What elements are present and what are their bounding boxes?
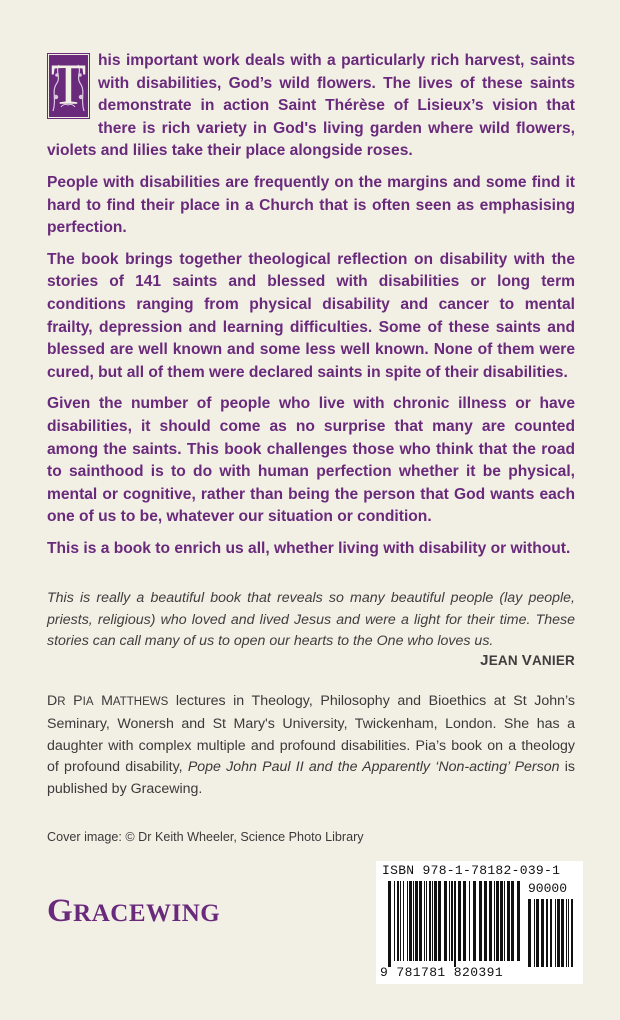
barcode-bar (397, 881, 399, 961)
barcode-bar (419, 881, 422, 961)
addon-bar (566, 899, 567, 967)
isbn-label: ISBN 978-1-78182-039-1 (382, 863, 561, 878)
barcode-bar (407, 881, 408, 961)
barcode-bar (511, 881, 514, 961)
addon-bar (536, 899, 539, 967)
barcode-bar (454, 881, 456, 967)
barcode-bar (388, 881, 391, 967)
barcode-bar (484, 881, 487, 961)
barcode-bar (449, 881, 450, 961)
cover-image-credit: Cover image: © Dr Keith Wheeler, Science Photo Library (47, 830, 364, 844)
addon-bar (546, 899, 548, 967)
barcode-bar (426, 881, 427, 961)
addon-bar (561, 899, 564, 967)
addon-bar (528, 899, 531, 967)
barcode-bar (424, 881, 425, 961)
ean-digits: 9 781781 820391 (380, 965, 504, 980)
blurb-paragraph-2: People with disabilities are frequently on the margins and some find it hard to find their place in a Church that is often seen as emphasising perfection. (47, 173, 575, 237)
barcode-bar (496, 881, 499, 961)
barcode-bar (473, 881, 476, 961)
publisher-logo: GRACEWING (47, 893, 221, 929)
dropcap-letter: T (50, 52, 87, 117)
barcode-bar (409, 881, 412, 961)
barcode-bar (507, 881, 510, 961)
price-code: 90000 (528, 881, 568, 896)
decorated-dropcap (47, 53, 90, 119)
barcode-bar (400, 881, 401, 961)
barcode-bar (432, 881, 433, 961)
back-cover-blurb (47, 50, 575, 569)
barcode-bar (429, 881, 431, 961)
addon-bar (557, 899, 560, 967)
bio-text-part2: is published by Gracewing. (47, 759, 575, 798)
endorsement-quote: This is really a beautiful book that reveals so many beautiful people (lay people, priests, religious) who loved and lived Jesus and were a light for their time. These stories can call many of us to open our hearts to the One who loves us. (47, 590, 575, 649)
blurb-paragraph-5: This is a book to enrich us all, whether living with disability or without. (47, 539, 571, 557)
addon-bar (534, 899, 535, 967)
barcode-bar (413, 881, 414, 961)
barcode-bar (394, 881, 395, 961)
blurb-paragraph-1-text: his important work deals with a particularly rich harvest, saints with disabilities, God’s wild flowers. The lives of these saints demonstrate in action Saint Thérèse of Lisieux’s vision that there is rich variety in God's living garden where wild flowers, violets and lilies take their place alongside roses. (47, 52, 575, 160)
barcode-bar (517, 881, 520, 961)
barcode-bar (444, 881, 447, 961)
addon-bar (541, 899, 544, 967)
addon-bar (550, 899, 552, 967)
barcode-bar (494, 881, 495, 961)
barcode-bar (469, 881, 470, 961)
barcode-bar (458, 881, 461, 961)
endorsement-author: JEAN VANIER (480, 652, 575, 669)
barcode-bar (451, 881, 453, 961)
bio-book-title: Pope John Paul II and the Apparently ‘Non-acting’ Person (187, 759, 560, 776)
barcode-bar (438, 881, 441, 961)
barcode-bar (479, 881, 482, 961)
addon-bar (568, 899, 569, 967)
bio-text-part1: lectures in Theology, Philosophy and Bioethics at St John’s Seminary, Wonersh and St Mary's University, Twickenham, London. She has a daughter with complex multiple and profound disabilities. Pia’s book on a theology of profound disability, (47, 693, 575, 776)
blurb-paragraph-4: Given the number of people who live with chronic illness or have disabilities, it should come as no surprise that many are counted among the saints. This book challenges those who think that the road to sainthood is to do with human perfection whether it be physical, mental or cognitive, rather than being the person that God wants each one of us to be, whatever our situation or condition. (47, 395, 575, 526)
isbn-barcode (376, 861, 583, 984)
blurb-paragraph-3: The book brings together theological reflection on disability with the stories of 141 saints and blessed with disabilities or long term conditions ranging from physical disability and cancer to mental frailty, depression and learning difficulties. Some of these saints and blessed are well known and some less well known. None of them were cured, but all of them were declared saints in spite of their disabilities. (47, 250, 575, 381)
barcode-bar (434, 881, 437, 961)
blurb-paragraph-1 (47, 50, 575, 163)
barcode-bar (500, 881, 503, 961)
barcode-bar (504, 881, 505, 961)
barcode-bar (403, 881, 404, 961)
addon-bar (555, 899, 556, 967)
author-bio: DR PIA MATTHEWS lectures in Theology, Philosophy and Bioethics at St John’s Seminary, Wonersh and St Mary's University, Twickenham, London. She has a daughter with complex multiple and profound disabilities. Pia’s book on a theology of profound disability, Pope John Paul II and the Apparently ‘Non-acting’ Person is published by Gracewing. (47, 693, 575, 798)
barcode-bar (463, 881, 466, 961)
barcode-bar (415, 881, 418, 961)
addon-bar (571, 899, 573, 967)
barcode-bar (489, 881, 492, 961)
